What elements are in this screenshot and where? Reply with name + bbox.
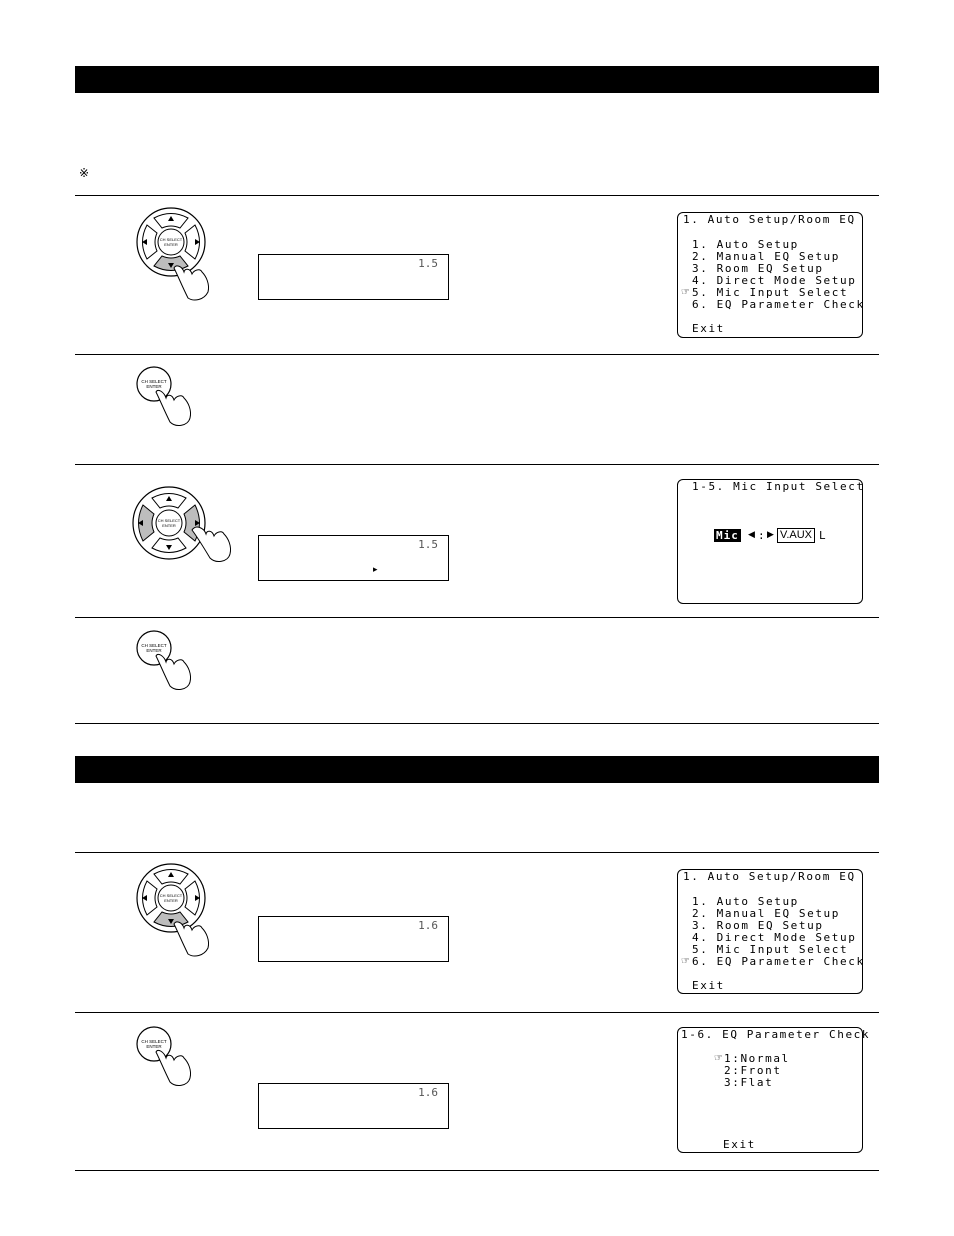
remote-enter-illustration xyxy=(130,364,200,430)
mic-option-selected: Mic xyxy=(716,529,739,542)
svg-text:CH SELECT: CH SELECT xyxy=(159,893,183,898)
step-divider xyxy=(75,464,879,465)
vaux-option: V.AUX xyxy=(777,528,815,543)
step-divider xyxy=(75,195,879,196)
left-right-arrows-icon: ◀ xyxy=(748,530,755,540)
remote-dpad-left-right-illustration xyxy=(128,484,238,568)
cursor-icon: ▸ xyxy=(373,564,378,574)
pointer-icon: ☞ xyxy=(714,1053,725,1064)
step-divider xyxy=(75,1170,879,1171)
osd-mic-input-select xyxy=(677,479,863,604)
remote-dpad-down-illustration xyxy=(130,862,225,962)
osd-title: 1. Auto Setup/Room EQ xyxy=(683,870,856,883)
osd-menu-item: 3. Room EQ Setup xyxy=(692,262,824,275)
section-header-bar-eq-parameter xyxy=(75,756,879,783)
osd-menu-item-selected: 5. Mic Input Select xyxy=(692,286,849,299)
osd-title: 1-5. Mic Input Select xyxy=(692,480,865,493)
option-separator: : xyxy=(758,529,767,542)
osd-menu-item: 5. Mic Input Select xyxy=(692,943,849,956)
svg-text:ENTER: ENTER xyxy=(164,242,178,247)
eq-option: 2:Front xyxy=(724,1064,782,1077)
note-mark: ※ xyxy=(79,166,90,180)
osd-menu-item: 1. Auto Setup xyxy=(692,238,799,251)
svg-text:CH SELECT: CH SELECT xyxy=(157,518,181,523)
osd-menu-item-selected: 6. EQ Parameter Check xyxy=(692,955,865,968)
lcd-menu-number: 1.5 xyxy=(418,538,438,551)
svg-text:CH SELECT: CH SELECT xyxy=(141,1039,167,1044)
osd-menu-item: 4. Direct Mode Setup xyxy=(692,931,857,944)
osd-menu-item: 6. EQ Parameter Check xyxy=(692,298,865,311)
osd-menu-item: 2. Manual EQ Setup xyxy=(692,907,841,920)
step-divider xyxy=(75,852,879,853)
osd-auto-setup-menu-mic xyxy=(677,212,863,338)
osd-title: 1. Auto Setup/Room EQ xyxy=(683,213,856,226)
remote-dpad-down-illustration xyxy=(130,206,225,306)
svg-text:CH SELECT: CH SELECT xyxy=(141,643,167,648)
right-arrow-icon: ▶ xyxy=(767,530,774,540)
osd-exit: Exit xyxy=(692,322,725,335)
osd-menu-item: 2. Manual EQ Setup xyxy=(692,250,841,263)
lcd-display xyxy=(258,254,449,300)
remote-enter-illustration xyxy=(130,1024,200,1090)
lcd-display xyxy=(258,1083,449,1129)
svg-text:ENTER: ENTER xyxy=(162,523,176,528)
osd-title: 1-6. EQ Parameter Check xyxy=(681,1028,871,1041)
osd-exit: Exit xyxy=(723,1138,756,1151)
step-divider xyxy=(75,617,879,618)
step-divider xyxy=(75,1012,879,1013)
pointer-icon: ☞ xyxy=(681,956,692,967)
svg-text:CH SELECT: CH SELECT xyxy=(141,379,167,384)
lcd-display xyxy=(258,535,449,581)
osd-menu-item: 3. Room EQ Setup xyxy=(692,919,824,932)
remote-enter-illustration xyxy=(130,628,200,694)
osd-exit: Exit xyxy=(692,979,725,992)
eq-option: 3:Flat xyxy=(724,1076,774,1089)
step-divider xyxy=(75,723,879,724)
svg-text:ENTER: ENTER xyxy=(146,648,162,653)
lcd-menu-number: 1.5 xyxy=(418,257,438,270)
eq-option-selected: 1:Normal xyxy=(724,1052,790,1065)
lcd-display xyxy=(258,916,449,962)
channel-label: L xyxy=(819,529,828,542)
osd-menu-item: 4. Direct Mode Setup xyxy=(692,274,857,287)
osd-eq-parameter-check xyxy=(677,1027,871,1153)
lcd-menu-number: 1.6 xyxy=(418,919,438,932)
osd-menu-item: 1. Auto Setup xyxy=(692,895,799,908)
step-divider xyxy=(75,354,879,355)
pointer-icon: ☞ xyxy=(681,287,692,298)
lcd-menu-number: 1.6 xyxy=(418,1086,438,1099)
svg-text:ENTER: ENTER xyxy=(164,898,178,903)
svg-text:CH SELECT: CH SELECT xyxy=(159,237,183,242)
section-header-bar-mic-input xyxy=(75,66,879,93)
svg-text:ENTER: ENTER xyxy=(146,1044,162,1049)
svg-text:ENTER: ENTER xyxy=(146,384,162,389)
osd-auto-setup-menu-eq xyxy=(677,869,863,994)
